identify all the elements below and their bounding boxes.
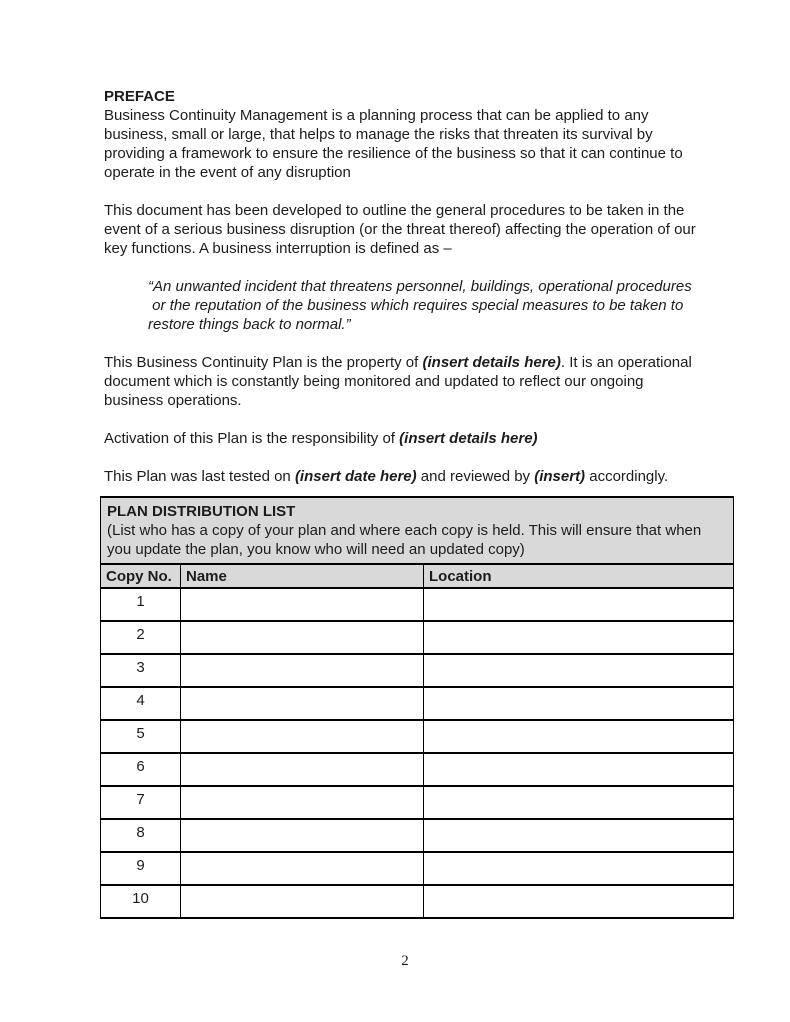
location-cell[interactable] — [424, 720, 734, 753]
table-row — [101, 852, 734, 885]
table-row — [101, 720, 734, 753]
table-row — [101, 621, 734, 654]
table-row — [101, 687, 734, 720]
copy-no-cell: 8 — [101, 819, 181, 852]
copy-no-cell: 4 — [101, 687, 181, 720]
preface-section — [104, 87, 706, 505]
name-cell[interactable] — [181, 720, 424, 753]
location-cell[interactable] — [424, 885, 734, 918]
table-subtitle: (List who has a copy of your plan and where each copy is held. This will ensure that when you update the plan, you know who will need an updated copy) — [107, 522, 702, 558]
name-cell[interactable] — [181, 687, 424, 720]
name-cell[interactable] — [181, 654, 424, 687]
name-cell[interactable] — [181, 588, 424, 621]
table-row — [101, 654, 734, 687]
name-cell[interactable] — [181, 852, 424, 885]
preface-paragraph-5 — [104, 467, 706, 486]
location-cell[interactable] — [424, 687, 734, 720]
insert-placeholder: (insert) — [534, 468, 586, 485]
insert-details-placeholder: (insert details here) — [399, 430, 538, 447]
paragraph-text: . It is an operational document which is constantly being monitored and updated to reflect our ongoing business operations. — [104, 354, 692, 409]
insert-details-placeholder: (insert details here) — [422, 354, 561, 371]
preface-paragraph-3 — [104, 353, 706, 410]
preface-heading: PREFACE — [104, 88, 175, 105]
insert-date-placeholder: (insert date here) — [294, 468, 417, 485]
location-cell[interactable] — [424, 588, 734, 621]
copy-no-cell: 6 — [101, 753, 181, 786]
location-cell[interactable] — [424, 819, 734, 852]
location-cell[interactable] — [424, 786, 734, 819]
paragraph-text: This Plan was last tested on — [104, 468, 295, 485]
location-cell[interactable] — [424, 852, 734, 885]
table-title-row — [101, 497, 734, 564]
quote-line-1: “An unwanted incident that threatens personnel, buildings, operational procedures — [148, 278, 692, 295]
table-row — [101, 786, 734, 819]
column-header-copy-no: Copy No. — [101, 564, 181, 588]
location-cell[interactable] — [424, 654, 734, 687]
paragraph-text: This Business Continuity Plan is the property of — [104, 354, 423, 371]
paragraph-text: accordingly. — [585, 468, 669, 485]
name-cell[interactable] — [181, 885, 424, 918]
copy-no-cell: 7 — [101, 786, 181, 819]
table-row — [101, 819, 734, 852]
name-cell[interactable] — [181, 753, 424, 786]
table-header-row — [101, 564, 734, 588]
name-cell[interactable] — [181, 786, 424, 819]
table-title-cell — [101, 497, 734, 564]
paragraph-text: and reviewed by — [416, 468, 535, 485]
preface-paragraph-2: This document has been developed to outline the general procedures to be taken in the event of a serious business disruption (or the threat thereof) affecting the operation of our key functions. A business interruption is defined as – — [104, 202, 696, 257]
name-cell[interactable] — [181, 819, 424, 852]
preface-paragraph-1: Business Continuity Management is a planning process that can be applied to any business, small or large, that helps to manage the risks that threaten its survival by providing a framework to ensure the resilience of the business so that it can continue to operate in the event of any disruption — [104, 107, 683, 181]
table-row — [101, 753, 734, 786]
location-cell[interactable] — [424, 621, 734, 654]
location-cell[interactable] — [424, 753, 734, 786]
table-row — [101, 885, 734, 918]
plan-distribution-table — [100, 496, 734, 919]
column-header-location: Location — [424, 564, 734, 588]
quote-line-2: or the reputation of the business which requires special measures to be taken to — [148, 297, 684, 314]
column-header-name: Name — [181, 564, 424, 588]
name-cell[interactable] — [181, 621, 424, 654]
copy-no-cell: 1 — [101, 588, 181, 621]
table-row — [101, 588, 734, 621]
copy-no-cell: 9 — [101, 852, 181, 885]
quote-line-3: restore things back to normal.” — [148, 316, 351, 333]
copy-no-cell: 3 — [101, 654, 181, 687]
copy-no-cell: 2 — [101, 621, 181, 654]
interruption-definition-quote — [148, 277, 706, 334]
page-number: 2 — [401, 953, 409, 969]
paragraph-text: Activation of this Plan is the responsibility of — [104, 430, 400, 447]
copy-no-cell: 10 — [101, 885, 181, 918]
table-title: PLAN DISTRIBUTION LIST — [107, 503, 296, 520]
preface-paragraph-4 — [104, 429, 706, 448]
copy-no-cell: 5 — [101, 720, 181, 753]
